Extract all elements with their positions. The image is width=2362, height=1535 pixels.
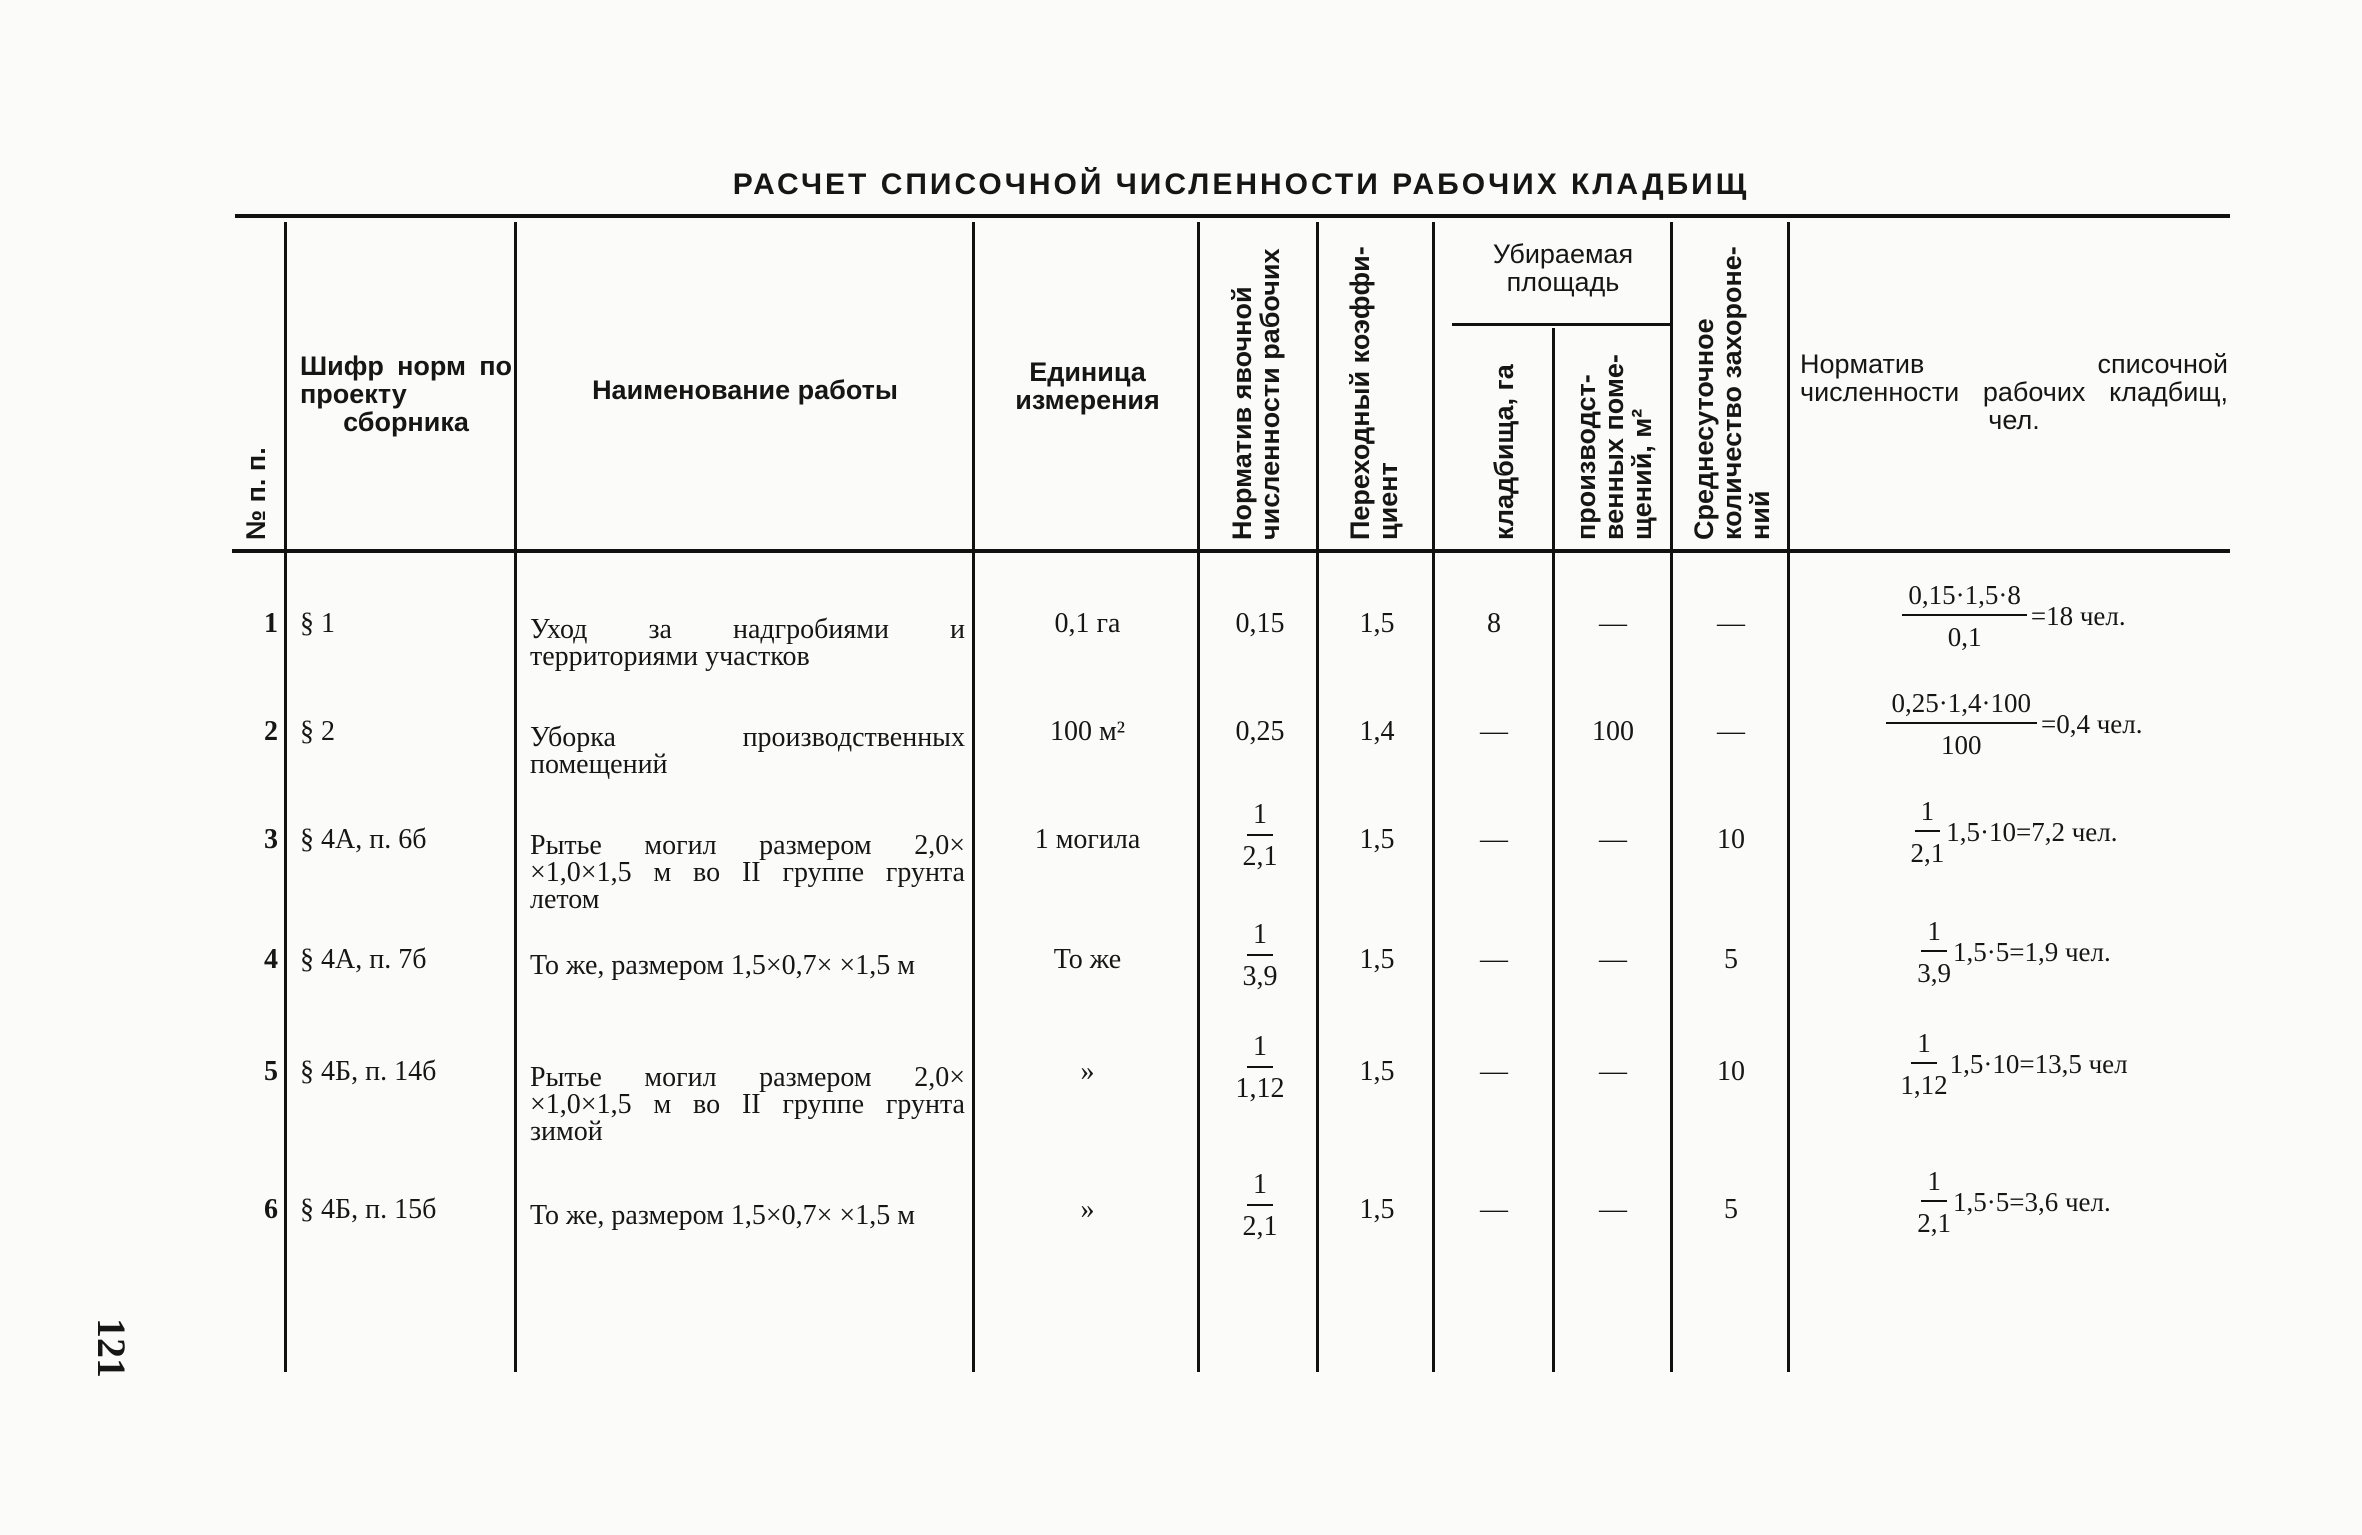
row-result-formula: [1800, 580, 2228, 652]
header-norm: Норматив явочной численности рабочих: [1227, 248, 1285, 540]
col-line-9: [1787, 222, 1790, 1372]
row-name: Уход за надгробиями и территориями участков: [530, 614, 965, 672]
header-unit: Единица измерения: [1015, 357, 1160, 415]
row-result-formula: [1800, 1166, 2228, 1238]
row-burials: —: [1717, 608, 1745, 639]
header-burials: Среднесуточное количество захороне-ний: [1689, 246, 1775, 540]
result-denominator: 100: [1940, 730, 1982, 760]
header-result: Норматив списочной численности рабочих кладбищ, чел.: [1800, 349, 2228, 435]
row-burials: 10: [1717, 824, 1745, 855]
row-number: 3: [264, 824, 278, 855]
col-line-2: [514, 222, 517, 1372]
result-fraction: [1886, 688, 2037, 760]
row-area-prod: —: [1599, 824, 1627, 855]
result-numerator: 0,25·1,4·100: [1886, 688, 2037, 724]
result-tail: =18 чел.: [2030, 600, 2126, 631]
row-result-formula: [1800, 1028, 2228, 1100]
row-unit: 1 могила: [1034, 824, 1141, 855]
row-code: § 4Б, п. 15б: [300, 1194, 437, 1225]
row-number: 2: [264, 716, 278, 747]
result-tail: =0,4 чел.: [2040, 708, 2143, 739]
norm-fraction: [1243, 920, 1278, 992]
norm-fraction: [1236, 1032, 1285, 1104]
row-coef: 1,5: [1359, 1194, 1395, 1225]
result-fraction: [1902, 580, 2026, 652]
row-area-cem: —: [1480, 944, 1508, 975]
row-burials: 5: [1724, 1194, 1738, 1225]
row-coef: 1,5: [1359, 608, 1395, 639]
col-line-6: [1432, 222, 1435, 1372]
norm-numerator: 1: [1247, 1032, 1273, 1068]
row-coef: 1,5: [1359, 944, 1395, 975]
row-norm-fraction: [1205, 920, 1315, 992]
col-line-3: [972, 222, 975, 1372]
row-result-formula: [1800, 796, 2228, 868]
row-burials: 10: [1717, 1056, 1745, 1087]
row-number: 4: [264, 944, 278, 975]
row-area-prod: —: [1599, 944, 1627, 975]
page-title: РАСЧЕТ СПИСОЧНОЙ ЧИСЛЕННОСТИ РАБОЧИХ КЛАДБИЩ: [732, 168, 1750, 201]
result-tail: 1,5·10=7,2 чел.: [1946, 816, 2118, 847]
result-fraction: [1917, 916, 1951, 988]
row-name: Уборка производственных помещений: [530, 722, 965, 780]
row-norm-fraction: [1205, 1170, 1315, 1242]
row-area-prod: 100: [1592, 716, 1634, 747]
row-area-prod: —: [1599, 1194, 1627, 1225]
table-top-rule: [235, 214, 2230, 218]
row-burials: —: [1717, 716, 1745, 747]
norm-fraction: [1243, 800, 1278, 872]
norm-denominator: 1,12: [1235, 1073, 1285, 1104]
norm-numerator: 1: [1247, 1170, 1273, 1206]
row-number: 1: [264, 608, 278, 639]
result-denominator: 2,1: [1910, 838, 1945, 868]
page-number: 121: [89, 1318, 134, 1378]
result-fraction: [1910, 796, 1944, 868]
row-coef: 1,5: [1359, 1056, 1395, 1087]
row-code: § 4А, п. 7б: [300, 944, 427, 975]
result-numerator: 1: [1915, 796, 1941, 832]
row-code: § 4Б, п. 14б: [300, 1056, 437, 1087]
row-unit: »: [1080, 1194, 1095, 1225]
row-name: Рытье могил размером 2,0× ×1,0×1,5 м во II группе грунта зимой: [530, 1062, 965, 1147]
result-denominator: 1,12: [1900, 1070, 1948, 1100]
row-unit: 0,1 га: [1054, 608, 1121, 639]
row-code: § 4А, п. 6б: [300, 824, 427, 855]
row-area-cem: 8: [1487, 608, 1501, 639]
row-area-cem: —: [1480, 716, 1508, 747]
norm-numerator: 1: [1247, 920, 1273, 956]
result-tail: 1,5·5=1,9 чел.: [1952, 936, 2111, 967]
norm-denominator: 3,9: [1242, 961, 1278, 992]
norm-fraction: [1243, 1170, 1278, 1242]
header-area-cem: кладбища, га: [1489, 364, 1519, 540]
row-number: 5: [264, 1056, 278, 1087]
header-code: Шифр норм по проекту сборника: [300, 351, 512, 437]
row-coef: 1,4: [1359, 716, 1395, 747]
row-area-prod: —: [1599, 1056, 1627, 1087]
row-area-prod: —: [1599, 608, 1627, 639]
row-result-formula: [1800, 916, 2228, 988]
row-name: То же, размером 1,5×0,7× ×1,5 м: [530, 950, 915, 981]
row-name: То же, размером 1,5×0,7× ×1,5 м: [530, 1200, 915, 1231]
row-burials: 5: [1724, 944, 1738, 975]
header-area-group: Убираемая площадь: [1492, 239, 1634, 297]
row-coef: 1,5: [1359, 824, 1395, 855]
row-area-cem: —: [1480, 1194, 1508, 1225]
row-unit: То же: [1053, 944, 1122, 975]
row-norm-fraction: [1205, 800, 1315, 872]
col-line-8: [1670, 222, 1673, 1372]
header-coef: Переходный коэффи-циент: [1345, 246, 1403, 540]
result-numerator: 1: [1921, 1166, 1947, 1202]
result-denominator: 2,1: [1917, 1208, 1951, 1238]
result-denominator: 3,9: [1917, 958, 1951, 988]
row-unit: 100 м²: [1049, 716, 1126, 747]
norm-denominator: 2,1: [1242, 841, 1278, 872]
norm-denominator: 2,1: [1242, 1211, 1278, 1242]
result-tail: 1,5·10=13,5 чел: [1949, 1048, 2128, 1079]
row-result-formula: [1800, 688, 2228, 760]
header-area-prod: производст-венных поме-щений, м²: [1571, 354, 1657, 540]
result-numerator: 1: [1921, 916, 1947, 952]
header-bottom-rule: [232, 549, 2230, 553]
col-line-5: [1316, 222, 1319, 1372]
row-number: 6: [264, 1194, 278, 1225]
result-numerator: 0,15·1,5·8: [1902, 580, 2026, 616]
header-name: Наименование работы: [592, 375, 898, 405]
row-code: § 2: [300, 716, 335, 747]
result-fraction: [1917, 1166, 1951, 1238]
row-norm: 0,15: [1235, 608, 1285, 639]
result-denominator: 0,1: [1947, 622, 1982, 652]
area-group-rule: [1452, 323, 1670, 326]
row-name: Рытье могил размером 2,0× ×1,0×1,5 м во II группе грунта летом: [530, 830, 965, 915]
row-norm-fraction: [1205, 1032, 1315, 1104]
col-line-4: [1197, 222, 1200, 1372]
row-unit: »: [1080, 1056, 1095, 1087]
row-code: § 1: [300, 608, 335, 639]
row-norm: 0,25: [1235, 716, 1285, 747]
result-numerator: 1: [1911, 1028, 1937, 1064]
result-fraction: [1900, 1028, 1947, 1100]
row-area-cem: —: [1480, 1056, 1508, 1087]
col-line-7: [1552, 328, 1555, 1372]
row-area-cem: —: [1480, 824, 1508, 855]
col-line-1: [284, 222, 287, 1372]
result-tail: 1,5·5=3,6 чел.: [1952, 1186, 2111, 1217]
norm-numerator: 1: [1247, 800, 1273, 836]
header-num: № п. п.: [241, 447, 271, 540]
